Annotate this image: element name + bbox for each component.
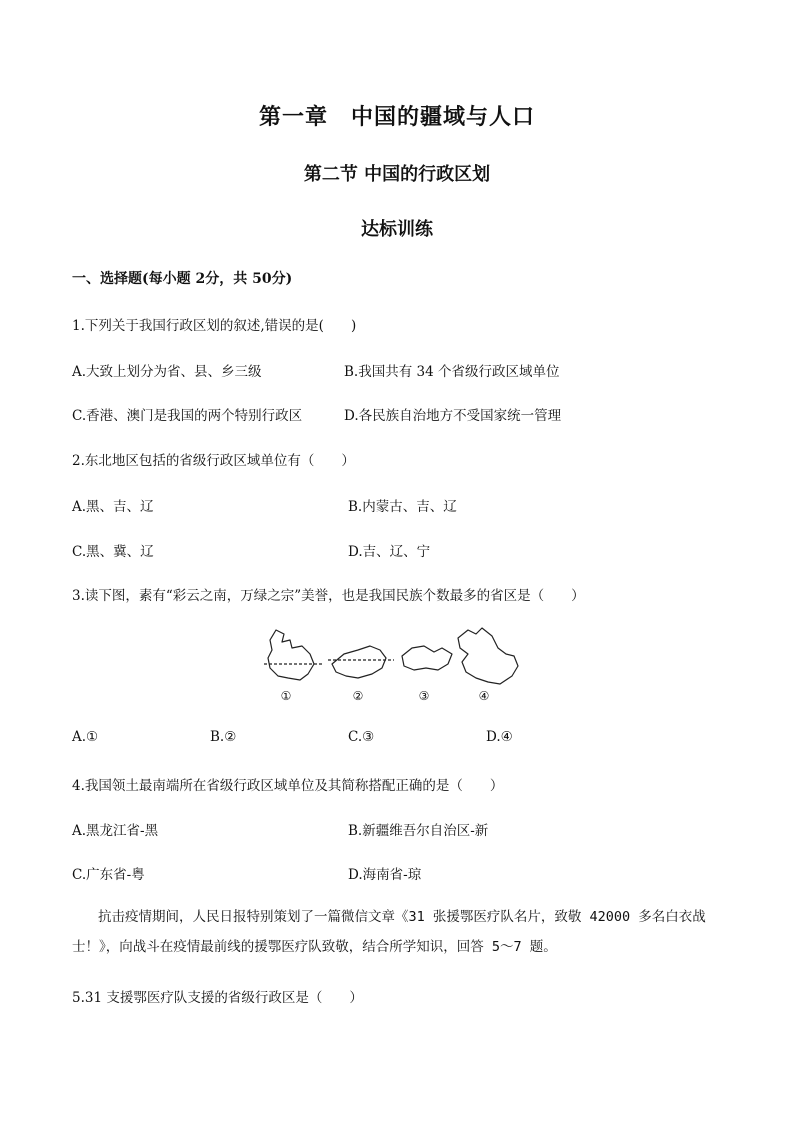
question-1-option-a: A.大致上划分为省、县、乡三级 [72, 364, 262, 380]
question-4-stem: 4.我国领土最南端所在省级行政区域单位及其简称搭配正确的是（ ） [72, 778, 504, 794]
question-1-option-b: B.我国共有 34 个省级行政区域单位 [344, 364, 560, 380]
province-shape-2 [332, 646, 386, 678]
province-outline-figure [262, 624, 534, 706]
question-2-option-c: C.黑、冀、辽 [72, 544, 154, 560]
question-2-option-a: A.黑、吉、辽 [72, 499, 154, 515]
section-title: 第二节 中国的行政区划 [303, 164, 491, 185]
figure-label-1: ① [280, 689, 292, 703]
question-2-option-d: D.吉、辽、宁 [348, 544, 431, 560]
question-2-stem: 2.东北地区包括的省级行政区域单位有（ ） [72, 453, 355, 469]
section-heading: 一、选择题(每小题 2分，共 50分) [72, 271, 293, 287]
question-3-option-b: B.② [210, 729, 237, 745]
question-1-stem: 1.下列关于我国行政区划的叙述,错误的是( ) [72, 318, 357, 334]
figure-label-3: ③ [418, 689, 430, 703]
question-3-option-c: C.③ [348, 729, 375, 745]
province-shape-1 [268, 630, 314, 680]
question-3-option-d: D.④ [486, 729, 513, 745]
chapter-title: 第一章 中国的疆域与人口 [258, 104, 535, 130]
reading-passage: 抗击疫情期间，人民日报特别策划了一篇微信文章《31 张援鄂医疗队名片，致敬 42000 多名白衣战士！》，向战斗在疫情最前线的援鄂医疗队致敬，结合所学知识，回答 5～7 题。 [72, 909, 706, 955]
question-5-stem: 5.31 支援鄂医疗队支援的省级行政区是（ ） [72, 990, 363, 1006]
question-1-option-d: D.各民族自治地方不受国家统一管理 [344, 408, 562, 424]
question-3-option-a: A.① [72, 729, 99, 745]
question-2-option-b: B.内蒙古、吉、辽 [348, 499, 457, 515]
figure-label-4: ④ [478, 689, 490, 703]
question-1-option-c: C.香港、澳门是我国的两个特别行政区 [72, 408, 303, 424]
figure-label-2: ② [352, 689, 364, 703]
province-shape-3 [402, 646, 452, 670]
question-4-option-a: A.黑龙江省-黑 [72, 823, 159, 839]
question-4-option-b: B.新疆维吾尔自治区-新 [348, 823, 489, 839]
province-shape-4 [458, 628, 518, 684]
exercise-title: 达标训练 [361, 219, 433, 240]
question-3-stem: 3.读下图，素有“彩云之南，万绿之宗”美誉，也是我国民族个数最多的省区是（ ） [72, 588, 585, 604]
question-4-option-d: D.海南省-琼 [348, 867, 422, 883]
question-4-option-c: C.广东省-粤 [72, 867, 145, 883]
